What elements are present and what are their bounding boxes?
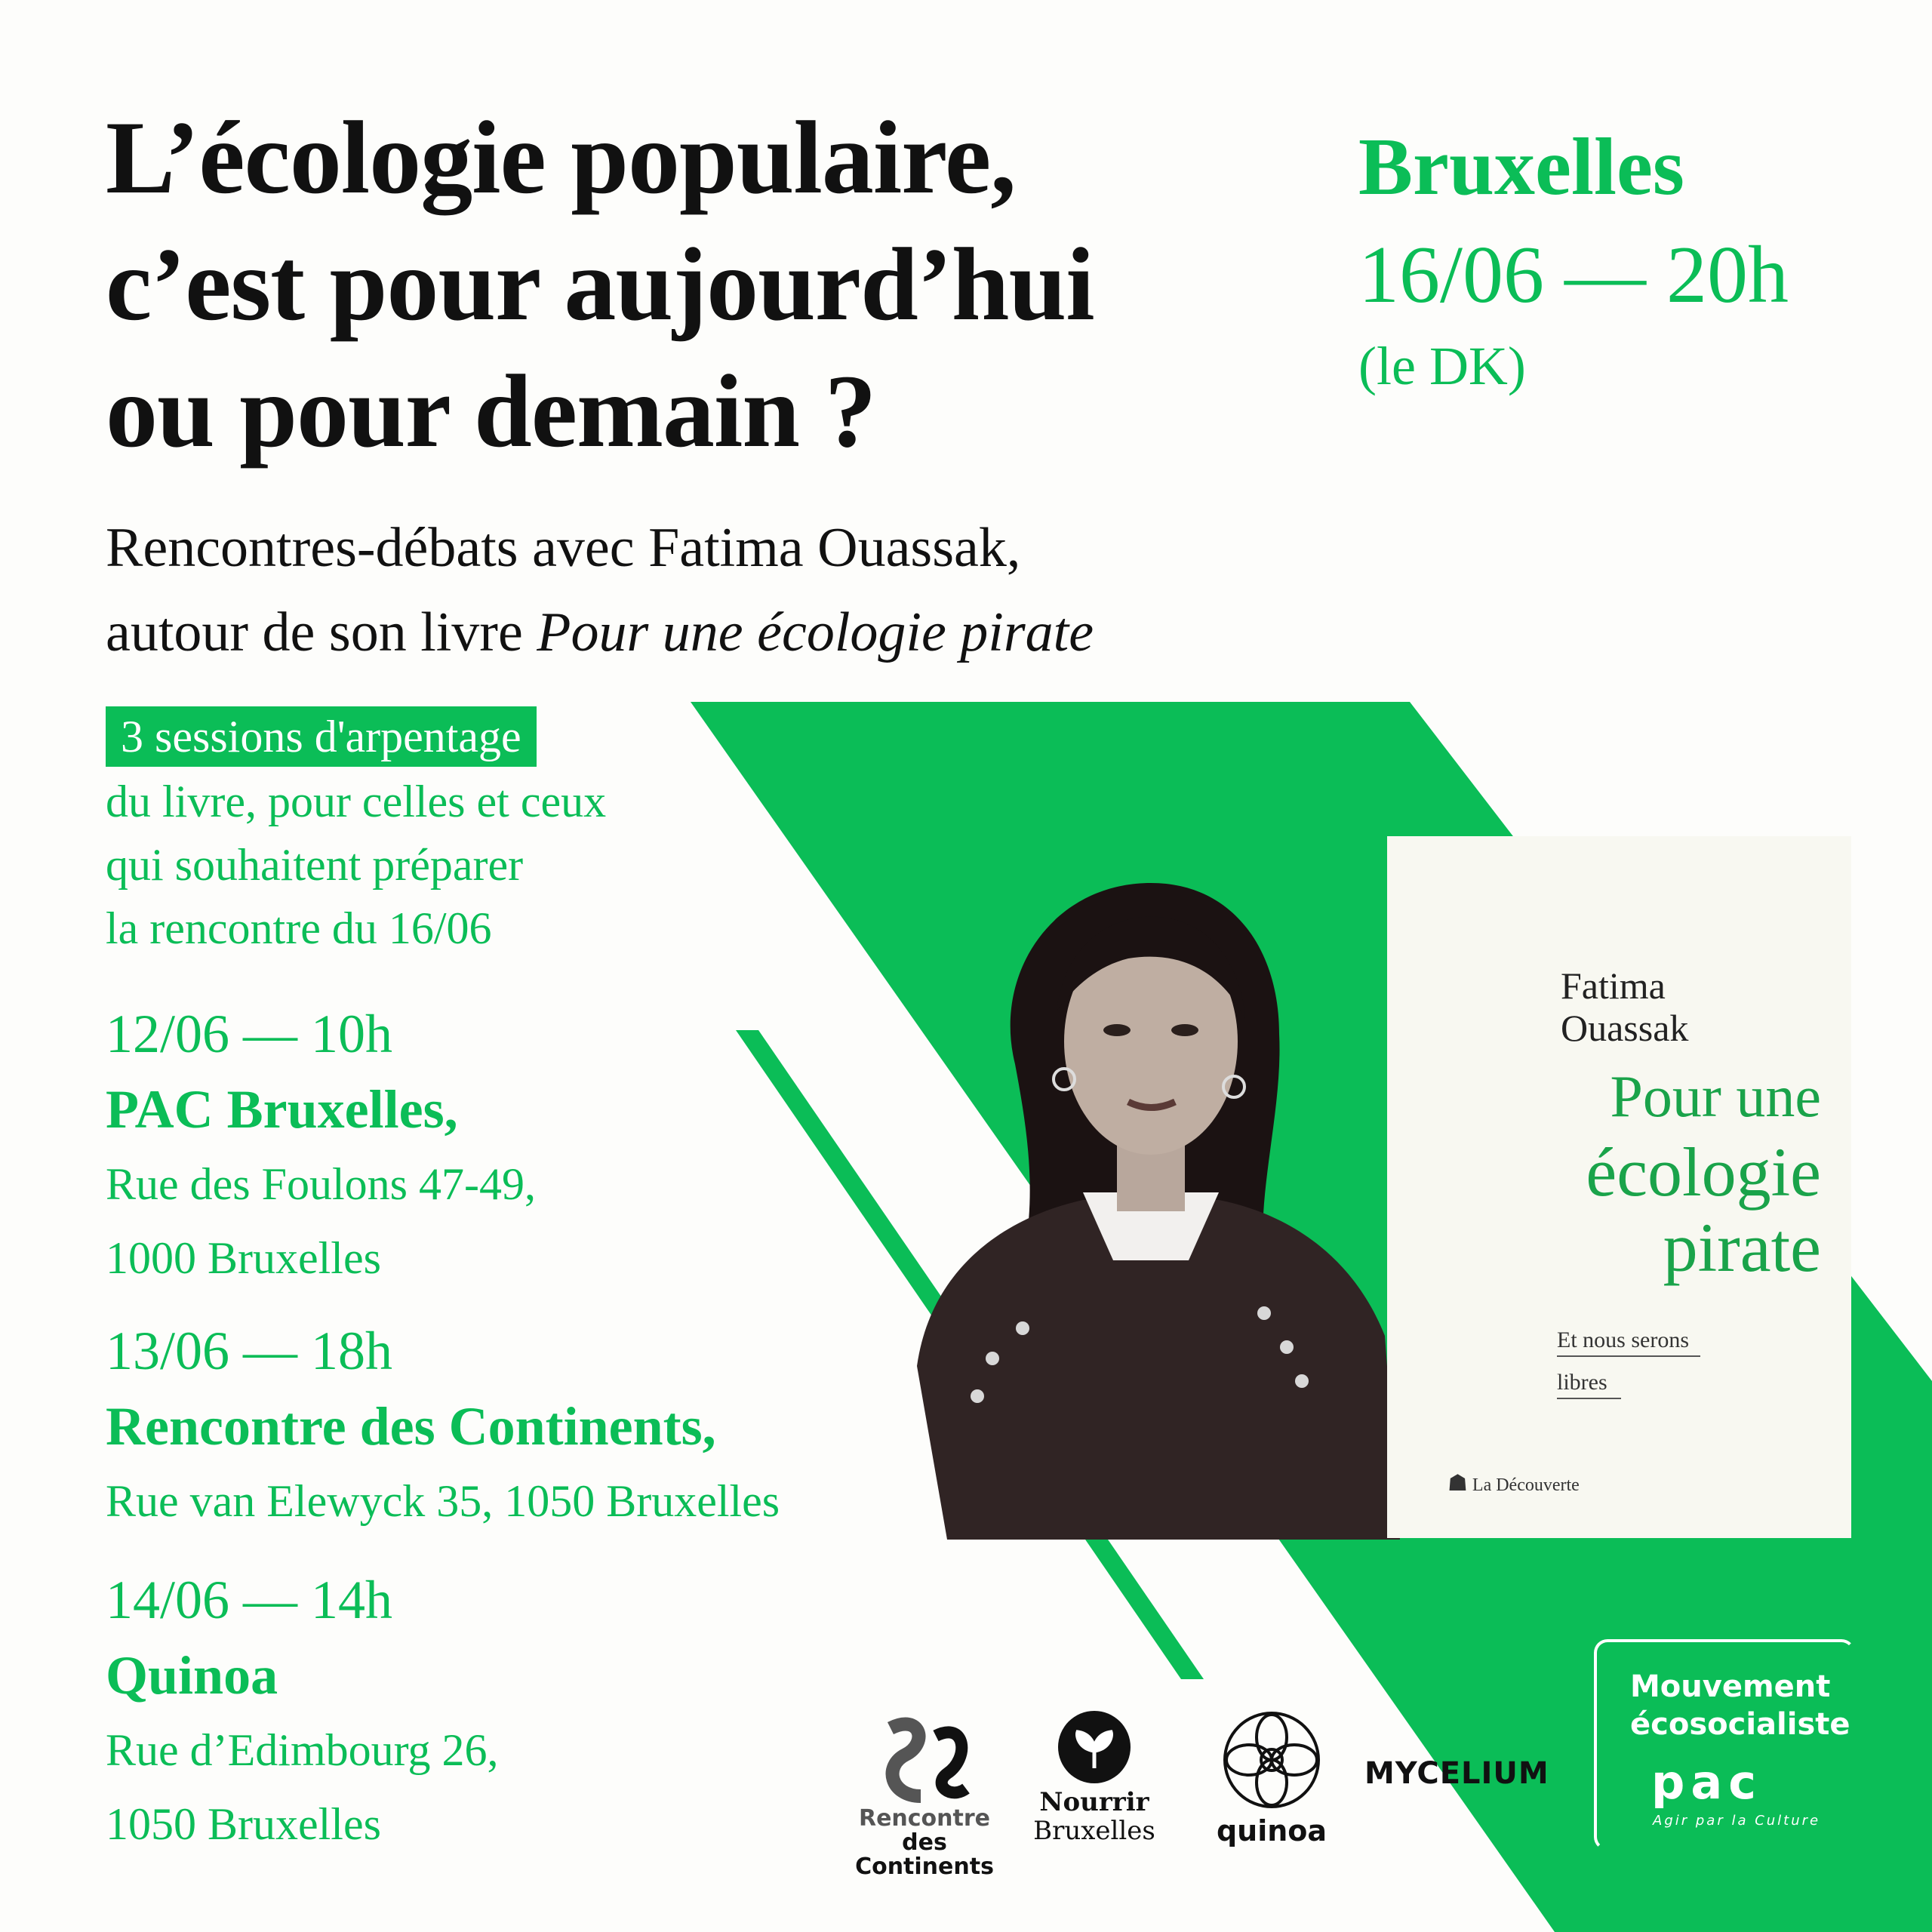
quinoa-name: quinoa: [1216, 1814, 1327, 1847]
event-datetime: 16/06 — 20h: [1358, 230, 1789, 320]
mvt-line-2: écosocialiste: [1630, 1707, 1850, 1742]
book-subtitle: [1557, 1319, 1689, 1404]
session-1: [106, 996, 536, 1295]
intro-line-3: la rencontre du 16/06: [106, 903, 492, 953]
book-author-last: Ouassak: [1561, 1007, 1689, 1049]
mvt-line-1: Mouvement: [1630, 1669, 1831, 1704]
book-rule: [1557, 1355, 1700, 1357]
session-address: 1050 Bruxelles: [106, 1799, 381, 1849]
pac-tagline: Agir par la Culture: [1653, 1813, 1821, 1829]
author-portrait: [902, 838, 1400, 1540]
session-2: [106, 1313, 780, 1538]
headline-line-3: ou pour demain ?: [106, 353, 876, 469]
session-address: Rue des Foulons 47-49,: [106, 1159, 536, 1209]
subtitle-line-1: Rencontres-débats avec Fatima Ouassak,: [106, 517, 1021, 579]
mouvement-ecosocialiste: [1630, 1668, 1850, 1743]
intro-line-2: qui souhaitent préparer: [106, 840, 524, 890]
session-address: Rue d’Edimbourg 26,: [106, 1725, 499, 1775]
nourrir-line-2: Bruxelles: [1033, 1816, 1155, 1846]
book-subtitle-line-2: libres: [1557, 1370, 1607, 1395]
rencontre-logo-icon: [875, 1713, 974, 1804]
session-datetime: 12/06 — 10h: [106, 1004, 393, 1064]
book-title: [1586, 1059, 1821, 1285]
event-venue: (le DK): [1358, 336, 1526, 396]
logo-rencontre-des-continents: [841, 1713, 1008, 1879]
publisher-name: La Découverte: [1472, 1475, 1580, 1495]
subtitle: [106, 506, 1094, 675]
logo-mycelium: MYCELIUM: [1364, 1756, 1549, 1791]
session-3: [106, 1562, 499, 1861]
session-datetime: 14/06 — 14h: [106, 1570, 393, 1630]
session-address: 1000 Bruxelles: [106, 1233, 381, 1283]
book-cover: [1387, 836, 1851, 1538]
session-place: Quinoa: [106, 1645, 278, 1706]
event-city: Bruxelles: [1358, 122, 1684, 212]
headline-line-1: L’écologie populaire,: [106, 100, 1016, 215]
sessions-intro: [106, 770, 606, 960]
book-title-line-1: Pour une: [1610, 1063, 1821, 1129]
book-title-line-3: pirate: [1663, 1209, 1821, 1286]
nourrir-line-1: Nourrir: [1039, 1787, 1149, 1817]
headline-line-2: c’est pour aujourd’hui: [106, 226, 1094, 342]
book-author-first: Fatima: [1561, 964, 1666, 1007]
publisher-figure-icon: ☗: [1447, 1471, 1468, 1496]
book-publisher: [1447, 1470, 1580, 1497]
rencontre-line-1: Rencontre: [858, 1805, 991, 1832]
book-title-line-2: écologie: [1586, 1134, 1821, 1211]
book-rule: [1557, 1398, 1621, 1399]
sessions-badge: 3 sessions d'arpentage: [106, 706, 537, 767]
session-place: PAC Bruxelles,: [106, 1079, 458, 1140]
session-place: Rencontre des Continents,: [106, 1396, 716, 1457]
subtitle-prefix: autour de son livre: [106, 601, 537, 663]
logo-nourrir-bruxelles: [1026, 1709, 1162, 1845]
quinoa-flower-icon: [1219, 1707, 1324, 1813]
rencontre-line-2: des Continents: [855, 1829, 994, 1880]
intro-line-1: du livre, pour celles et ceux: [106, 777, 607, 826]
session-datetime: 13/06 — 18h: [106, 1321, 393, 1381]
book-subtitle-line-1: Et nous serons: [1557, 1327, 1689, 1352]
logo-quinoa: [1204, 1707, 1340, 1846]
pac-logo: pac: [1651, 1755, 1762, 1810]
session-address: Rue van Elewyck 35, 1050 Bruxelles: [106, 1476, 780, 1526]
sprout-icon: [1057, 1709, 1132, 1785]
subtitle-book-title: Pour une écologie pirate: [537, 601, 1094, 663]
subtitle-line-2: [106, 590, 1094, 675]
headline: [106, 94, 1313, 475]
book-author: [1561, 964, 1688, 1049]
